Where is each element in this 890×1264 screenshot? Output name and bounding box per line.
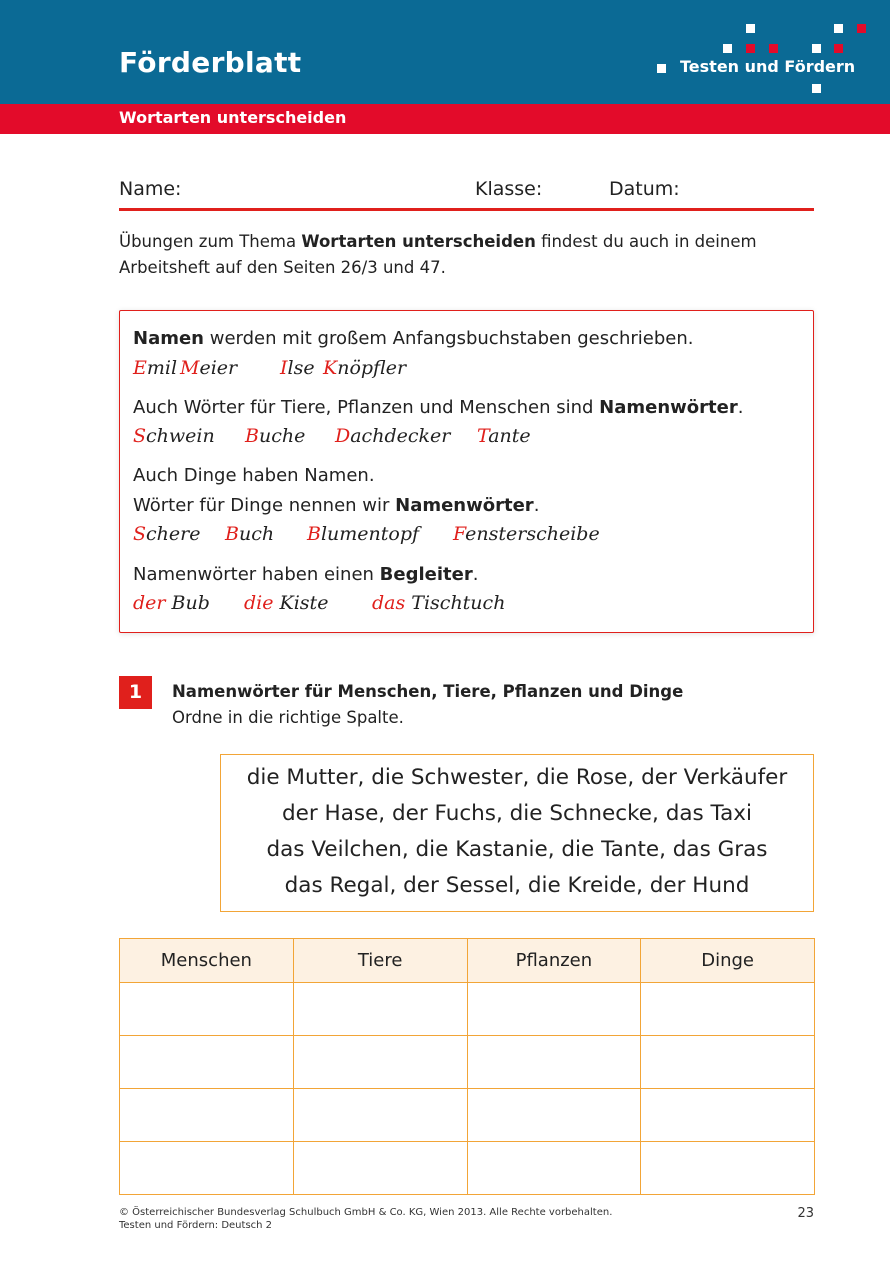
example-article-word: der Bub: [133, 592, 210, 614]
example-word: Schere: [133, 523, 201, 545]
rule-3-line-1: Auch Dinge haben Namen.: [133, 465, 375, 486]
answer-cell[interactable]: [467, 1142, 641, 1195]
book-title-line: Testen und Fördern: Deutsch 2: [119, 1220, 273, 1231]
answer-cell[interactable]: [120, 983, 294, 1036]
rule-box: [119, 310, 814, 633]
page-number: 23: [797, 1206, 814, 1221]
rule-4: Namenwörter haben einen Begleiter.: [133, 564, 479, 585]
column-header-dinge: Dinge: [641, 939, 815, 983]
word-line: die Mutter, die Schwester, die Rose, der Verkäufer: [246, 765, 788, 790]
answer-cell[interactable]: [293, 1036, 467, 1089]
answer-cell[interactable]: [467, 983, 641, 1036]
answer-cell[interactable]: [120, 1036, 294, 1089]
example-word: Knöpfler: [323, 357, 407, 379]
example-word: Ilse: [280, 357, 315, 379]
answer-cell[interactable]: [120, 1089, 294, 1142]
example-word: Fensterscheibe: [453, 523, 600, 545]
column-header-tiere: Tiere: [293, 939, 467, 983]
example-word: Buch: [225, 523, 275, 545]
task-instruction: Ordne in die richtige Spalte.: [172, 708, 404, 727]
example-article-word: die Kiste: [244, 592, 329, 614]
table-row: [120, 1142, 815, 1195]
word-line: der Hase, der Fuchs, die Schnecke, das Taxi: [281, 801, 752, 826]
rule-3-line-2: Wörter für Dinge nennen wir Namenwörter.: [133, 495, 540, 516]
name-row: [119, 178, 814, 211]
intro-text: Übungen zum Thema Wortarten unterscheiden findest du auch in deinem Arbeitsheft auf den Seiten 26/3 und 47.: [119, 232, 757, 277]
sorting-table: [119, 938, 815, 1195]
answer-cell[interactable]: [641, 1089, 815, 1142]
date-label: Datum:: [609, 178, 680, 200]
table-row: [120, 1089, 815, 1142]
task-title: Namenwörter für Menschen, Tiere, Pflanzen und Dinge: [172, 682, 684, 701]
worksheet-subtitle: Wortarten unterscheiden: [119, 108, 347, 127]
class-label: Klasse:: [475, 178, 543, 200]
example-word: Dachdecker: [335, 425, 451, 447]
task-number-badge: 1: [119, 676, 152, 709]
example-word: Schwein: [133, 425, 215, 447]
example-article-word: das Tischtuch: [372, 592, 506, 614]
answer-cell[interactable]: [641, 1142, 815, 1195]
name-label: Name:: [119, 178, 182, 200]
answer-cell[interactable]: [120, 1142, 294, 1195]
copyright-line: © Österreichischer Bundesverlag Schulbuch GmbH & Co. KG, Wien 2013. Alle Rechte vorbehalten.: [119, 1207, 613, 1218]
answer-cell[interactable]: [293, 1142, 467, 1195]
example-word: Meier: [180, 357, 238, 379]
page-title: Förderblatt: [119, 46, 302, 79]
word-box: [220, 754, 814, 912]
answer-cell[interactable]: [467, 1089, 641, 1142]
column-header-menschen: Menschen: [120, 939, 294, 983]
answer-cell[interactable]: [293, 1089, 467, 1142]
table-row: [120, 983, 815, 1036]
table-header-row: [120, 939, 815, 983]
answer-cell[interactable]: [641, 983, 815, 1036]
example-word: Blumentopf: [307, 523, 420, 545]
table-row: [120, 1036, 815, 1089]
example-word: Emil: [133, 357, 178, 379]
answer-cell[interactable]: [467, 1036, 641, 1089]
rule-1: Namen werden mit großem Anfangsbuchstaben geschrieben.: [133, 328, 694, 349]
example-word: Buche: [245, 425, 306, 447]
footer: [119, 1206, 612, 1232]
column-header-pflanzen: Pflanzen: [467, 939, 641, 983]
answer-cell[interactable]: [641, 1036, 815, 1089]
example-word: Tante: [477, 425, 531, 447]
header-bar: [0, 0, 890, 104]
answer-cell[interactable]: [293, 983, 467, 1036]
word-line: das Veilchen, die Kastanie, die Tante, das Gras: [266, 837, 768, 862]
word-line: das Regal, der Sessel, die Kreide, der Hund: [284, 873, 750, 898]
brand-name: Testen und Fördern: [680, 57, 856, 76]
rule-2: Auch Wörter für Tiere, Pflanzen und Menschen sind Namenwörter.: [133, 397, 744, 418]
intro-topic: Wortarten unterscheiden: [301, 232, 536, 251]
